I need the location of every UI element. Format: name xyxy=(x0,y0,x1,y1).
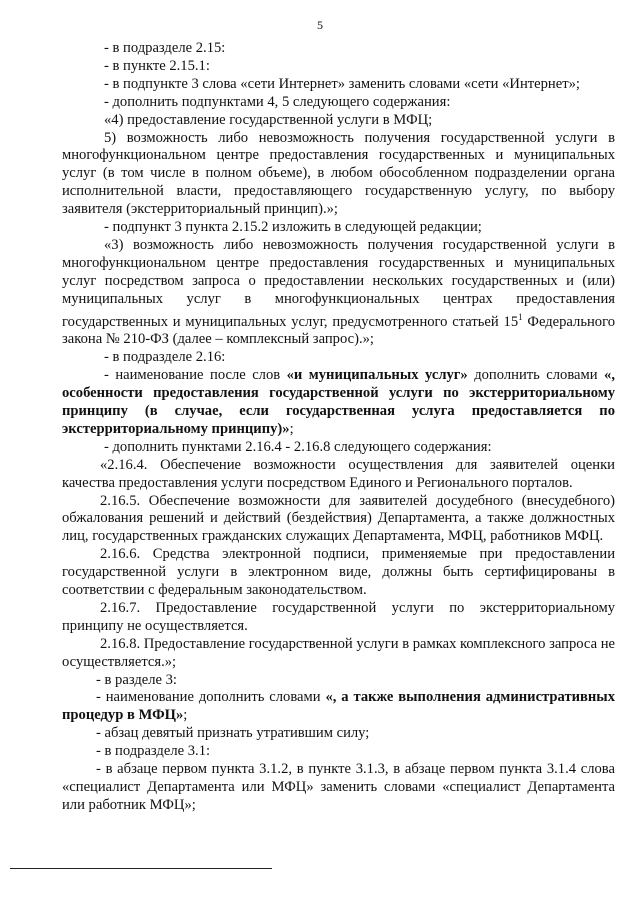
paragraph-subpoint-5: 5) возможность либо невозможность получения государственной услуги в многофункциональном центре предоставления государственных и муниципальных услуг (в том числе в полном объеме), в любом обособленном подразделении органа исполнительной власти, предоставляющего государственную услугу, по выбору заявителя (экстерриториальный принцип).»; xyxy=(62,129,615,218)
name-addition-part-1: - наименование после слов xyxy=(104,367,287,384)
footer-divider xyxy=(10,868,272,869)
paragraph-subpoint-3-text xyxy=(62,237,615,349)
paragraph-ninth-abstract: - абзац девятый признать утратившим силу; xyxy=(96,725,370,742)
subpoint-3-main: «3) возможность либо невозможность получения государственной услуги в многофункциональном центре предоставления государственных и муниципальных услуг посредством запроса о предоставлении нескольких государственных и (или) муниципальных услуг в многофункциональных центрах предоставления государственных и муниципальных услуг, предусмотренного статьей 15 xyxy=(62,236,615,330)
paragraph-subsection-2-15: - в подразделе 2.15: xyxy=(104,40,226,56)
section-3-name-end: ; xyxy=(183,707,188,724)
paragraph-point-2-16-5: 2.16.5. Обеспечение возможности для заявителей досудебного (внесудебного) обжалования решений и действий (бездействия) Департамента, а также должностных лиц, государственных гражданских служащих Департамента, МФЦ, работников МФЦ. xyxy=(62,492,615,545)
name-addition-part-2: дополнить словами xyxy=(467,367,605,384)
article-superscript: 1 xyxy=(518,311,523,322)
paragraph-add-points-2-16-4-8: - дополнить пунктами 2.16.4 - 2.16.8 следующего содержания: xyxy=(104,438,492,455)
paragraph-subpoint-3-new-edition: - подпункт 3 пункта 2.15.2 изложить в следующей редакции; xyxy=(104,219,482,236)
paragraph-section-3-name xyxy=(62,689,615,725)
paragraph-point-2-16-4: «2.16.4. Обеспечение возможности осуществления для заявителей оценки качества предоставления услуги посредством Единого и Регионального порталов. xyxy=(62,456,615,491)
page-number: 5 xyxy=(317,18,323,32)
paragraph-point-2-16-8: 2.16.8. Предоставление государственной услуги в рамках комплексного запроса не осуществляется.»; xyxy=(62,635,615,670)
name-addition-bold-2: «, особенности предоставления государственной услуги по экстерриториальному принципу (в случае, если государственная услуга предоставляется по экстерриториальному принципу)» xyxy=(62,367,615,437)
paragraph-subpoint-4: «4) предоставление государственной услуги в МФЦ; xyxy=(104,111,433,128)
paragraph-subsection-2-16: - в подразделе 2.16: xyxy=(104,349,226,366)
paragraph-section-3: - в разделе 3: xyxy=(96,671,177,688)
name-addition-end: ; xyxy=(289,420,294,437)
paragraph-add-subpoints-4-5: - дополнить подпунктами 4, 5 следующего содержания: xyxy=(104,93,451,110)
subpoint-3-tail: Федерального закона № 210-ФЗ (далее – комплексный запрос).»; xyxy=(62,313,616,348)
paragraph-points-3-1-2-to-3-1-4: - в абзаце первом пункта 3.1.2, в пункте 3.1.3, в абзаце первом пункта 3.1.4 слова «специалист Департамента или МФЦ» заменить словами «специалист Департамента или работник МФЦ»; xyxy=(62,761,615,813)
paragraph-subsection-3-1: - в подразделе 3.1: xyxy=(96,743,211,760)
paragraph-point-2-15-1: - в пункте 2.15.1: xyxy=(104,57,210,74)
section-3-name-part-1: - наименование дополнить словами xyxy=(96,689,326,706)
paragraph-point-2-16-6: 2.16.6. Средства электронной подписи, применяемые при предоставлении государственной услуги в электронном виде, должны быть сертифицированы в соответствии с федеральным законодательством. xyxy=(62,546,615,599)
name-addition-bold-1: «и муниципальных услуг» xyxy=(286,367,468,384)
paragraph-subpoint-3-internet: - в подпункте 3 слова «сети Интернет» заменить словами «сети «Интернет»; xyxy=(104,75,580,92)
document-body xyxy=(62,40,615,815)
paragraph-point-2-16-7: 2.16.7. Предоставление государственной услуги по экстерриториальному принципу не осуществляется. xyxy=(62,599,615,634)
section-3-name-bold: «, а также выполнения административных процедур в МФЦ» xyxy=(62,689,615,724)
paragraph-name-addition xyxy=(62,367,615,439)
